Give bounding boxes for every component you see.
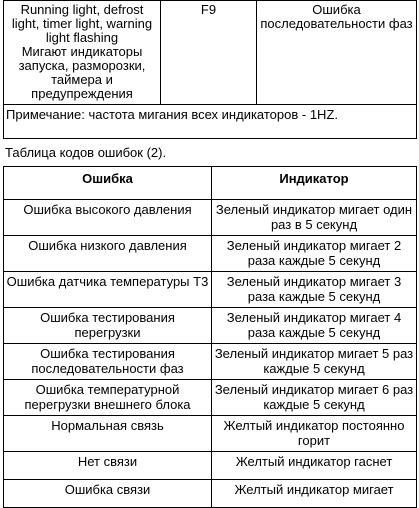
error-cell: Нормальная связь	[4, 416, 212, 452]
table-row	[4, 308, 417, 344]
table-row	[4, 272, 417, 308]
error-cell: Ошибка датчика температуры T3	[4, 272, 212, 308]
table-header-row	[4, 167, 417, 200]
indicator-cell: Желтый индикатор гаснет	[212, 452, 417, 480]
table-cell: Ошибка последовательности фаз	[257, 1, 417, 105]
table-cell: F9	[161, 1, 257, 105]
table-row	[4, 480, 417, 508]
table-row	[4, 344, 417, 380]
indicator-cell: Зеленый индикатор мигает 6 раз каждые 5 секунд	[212, 380, 417, 416]
indicator-cell: Зеленый индикатор мигает 4 раза каждые 5 секунд	[212, 308, 417, 344]
table-row	[4, 105, 417, 139]
indicator-cell: Желтый индикатор мигает	[212, 480, 417, 508]
cell-text-en: Running light, defrost light, timer light, warning light flashing	[11, 2, 153, 45]
indicator-cell: Зеленый индикатор мигает 3 раза каждые 5 секунд	[212, 272, 417, 308]
table-row	[4, 452, 417, 480]
error-cell: Ошибка тестирования последовательности фаз	[4, 344, 212, 380]
table-row	[4, 380, 417, 416]
note: Примечание: частота мигания всех индикаторов - 1HZ.	[4, 105, 417, 139]
error-cell: Ошибка низкого давления	[4, 236, 212, 272]
table-row	[4, 416, 417, 452]
indicator-cell: Зеленый индикатор мигает 2 раза каждые 5 секунд	[212, 236, 417, 272]
error-codes-table	[3, 166, 417, 508]
table-cell	[4, 1, 161, 105]
error-cell: Нет связи	[4, 452, 212, 480]
table-row	[4, 1, 417, 105]
table-row	[4, 200, 417, 236]
error-cell: Ошибка температурной перегрузки внешнего блока	[4, 380, 212, 416]
indicator-cell: Зеленый индикатор мигает один раз в 5 секунд	[212, 200, 417, 236]
top-table	[3, 0, 417, 139]
table-row	[4, 236, 417, 272]
indicator-cell: Желтый индикатор постоянно горит	[212, 416, 417, 452]
error-cell: Ошибка тестирования перегрузки	[4, 308, 212, 344]
cell-text-ru: Мигают индикаторы запуска, разморозки, таймера и предупреждения	[18, 44, 146, 101]
error-cell: Ошибка высокого давления	[4, 200, 212, 236]
indicator-cell: Зеленый индикатор мигает 5 раз каждые 5 секунд	[212, 344, 417, 380]
table-caption: Таблица кодов ошибок (2).	[5, 145, 167, 160]
column-header-indicator: Индикатор	[212, 167, 417, 200]
error-cell: Ошибка связи	[4, 480, 212, 508]
column-header-error: Ошибка	[4, 167, 212, 200]
